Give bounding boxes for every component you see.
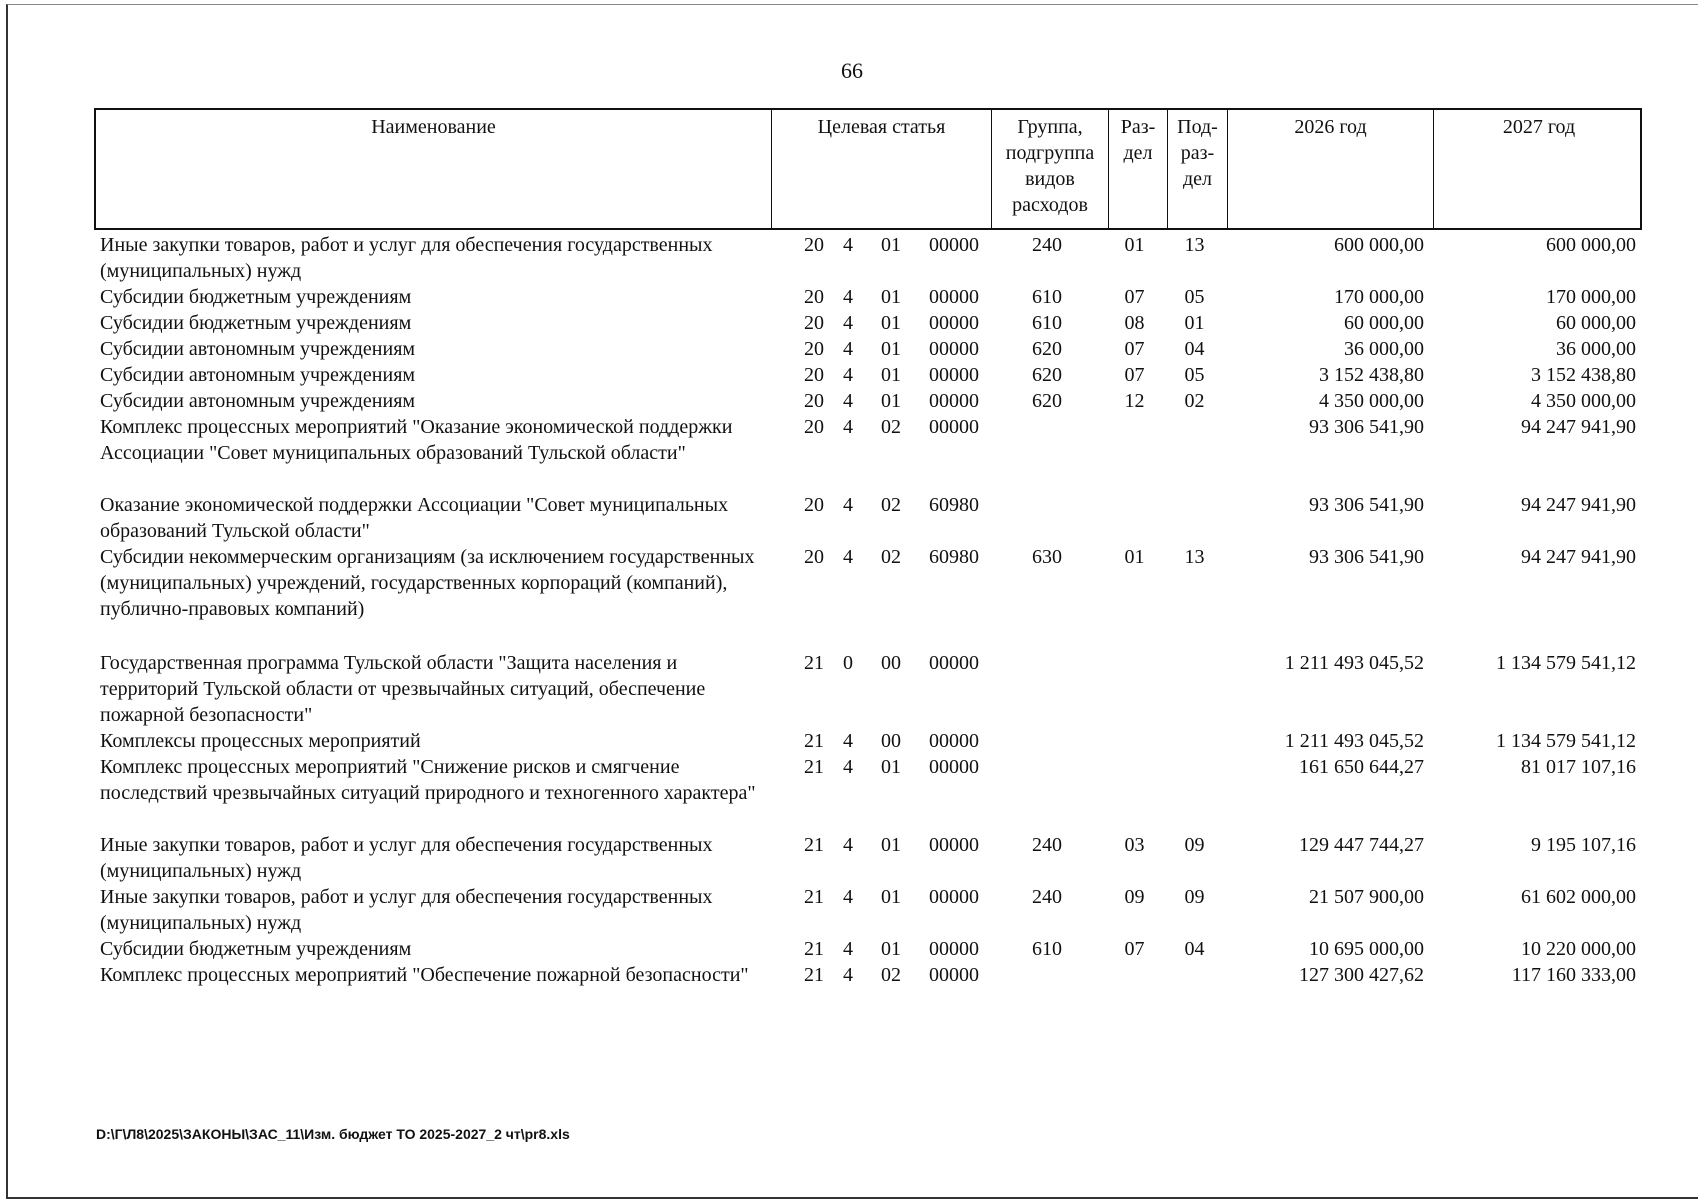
header-name: Наименование <box>96 110 772 228</box>
cell-2027: 10 220 000,00 <box>1521 938 1636 960</box>
cell-article-type: 4 <box>843 364 853 386</box>
cell-name: Комплекс процессных мероприятий "Снижение рисков и смягчение последствий чрезвычайных ситуаций природного и техногенного характера" <box>100 756 756 804</box>
cell-article-program: 21 <box>804 886 824 908</box>
cell-podrazdel: 04 <box>1184 938 1205 960</box>
table-row <box>94 362 1642 388</box>
cell-name: Иные закупки товаров, работ и услуг для обеспечения государственных (муниципальных) нужд <box>100 834 713 882</box>
cell-article-program: 20 <box>804 546 824 568</box>
table-row <box>94 310 1642 336</box>
table-row <box>94 336 1642 362</box>
cell-razdel: 12 <box>1124 390 1145 412</box>
cell-article-complex: 02 <box>881 494 901 516</box>
cell-2026: 93 306 541,90 <box>1309 416 1424 438</box>
cell-2027: 1 134 579 541,12 <box>1496 730 1636 752</box>
cell-group: 610 <box>1032 286 1062 308</box>
cell-2027: 36 000,00 <box>1556 338 1636 360</box>
cell-2026: 1 211 493 045,52 <box>1284 730 1424 752</box>
cell-2027: 1 134 579 541,12 <box>1496 652 1636 674</box>
cell-article-complex: 01 <box>881 312 901 334</box>
cell-2026: 3 152 438,80 <box>1319 364 1424 386</box>
table-body <box>94 232 1642 1014</box>
cell-podrazdel: 09 <box>1184 834 1205 856</box>
cell-2026: 93 306 541,90 <box>1309 546 1424 568</box>
cell-article-complex: 02 <box>881 964 901 986</box>
cell-podrazdel: 13 <box>1184 234 1205 256</box>
cell-2027: 9 195 107,16 <box>1531 834 1636 856</box>
cell-podrazdel: 05 <box>1184 364 1205 386</box>
table-row <box>94 884 1642 936</box>
cell-razdel: 07 <box>1124 364 1145 386</box>
cell-article-program: 21 <box>804 652 824 674</box>
cell-name: Субсидии бюджетным учреждениям <box>100 312 412 334</box>
cell-2027: 81 017 107,16 <box>1521 756 1636 778</box>
cell-name: Субсидии бюджетным учреждениям <box>100 938 412 960</box>
cell-2027: 600 000,00 <box>1546 234 1636 256</box>
cell-article-type: 4 <box>843 834 853 856</box>
cell-article-direction: 00000 <box>929 964 979 986</box>
cell-2027: 94 247 941,90 <box>1521 494 1636 516</box>
cell-article-complex: 02 <box>881 546 901 568</box>
header-2027: 2027 год <box>1502 116 1576 138</box>
cell-name: Субсидии автономным учреждениям <box>100 338 416 360</box>
cell-article-direction: 00000 <box>929 652 979 674</box>
cell-article-type: 4 <box>843 312 853 334</box>
table-row <box>94 832 1642 884</box>
cell-article-type: 4 <box>843 390 853 412</box>
page-number: 66 <box>841 58 863 83</box>
cell-podrazdel: 01 <box>1184 312 1205 334</box>
cell-article-complex: 00 <box>881 730 901 752</box>
cell-razdel: 07 <box>1124 938 1145 960</box>
cell-2026: 10 695 000,00 <box>1309 938 1424 960</box>
cell-2027: 61 602 000,00 <box>1521 886 1636 908</box>
cell-group: 240 <box>1032 234 1062 256</box>
cell-article-complex: 00 <box>881 652 901 674</box>
row-spacer <box>94 622 1642 650</box>
cell-podrazdel: 02 <box>1184 390 1205 412</box>
table-row <box>94 388 1642 414</box>
cell-razdel: 01 <box>1124 234 1145 256</box>
cell-article-complex: 01 <box>881 234 901 256</box>
cell-article-type: 4 <box>843 546 853 568</box>
table-row <box>94 284 1642 310</box>
cell-razdel: 01 <box>1124 546 1145 568</box>
cell-2026: 161 650 644,27 <box>1299 756 1424 778</box>
cell-article-program: 20 <box>804 312 824 334</box>
cell-2027: 60 000,00 <box>1556 312 1636 334</box>
cell-article-complex: 01 <box>881 886 901 908</box>
cell-razdel: 08 <box>1124 312 1145 334</box>
cell-article-complex: 01 <box>881 756 901 778</box>
cell-article-program: 20 <box>804 416 824 438</box>
cell-article-type: 4 <box>843 286 853 308</box>
cell-article-direction: 00000 <box>929 338 979 360</box>
cell-article-direction: 00000 <box>929 834 979 856</box>
cell-article-direction: 00000 <box>929 416 979 438</box>
cell-2027: 4 350 000,00 <box>1531 390 1636 412</box>
cell-group: 620 <box>1032 338 1062 360</box>
cell-article-direction: 60980 <box>929 546 979 568</box>
header-group-text: Группа, подгруппа видов расходов <box>1005 116 1095 216</box>
cell-article-complex: 01 <box>881 338 901 360</box>
cell-article-program: 20 <box>804 338 824 360</box>
cell-article-complex: 02 <box>881 416 901 438</box>
cell-name: Субсидии автономным учреждениям <box>100 390 416 412</box>
table-row <box>94 650 1642 728</box>
cell-name: Субсидии некоммерческим организациям (за исключением государственных (муниципальных) учреждений, государственных корпораций (компаний), публично-правовых компаний) <box>100 546 755 620</box>
cell-razdel: 03 <box>1124 834 1145 856</box>
cell-article-program: 20 <box>804 286 824 308</box>
cell-podrazdel: 13 <box>1184 546 1205 568</box>
cell-group: 630 <box>1032 546 1062 568</box>
cell-article-type: 4 <box>843 964 853 986</box>
cell-name: Субсидии бюджетным учреждениям <box>100 286 412 308</box>
cell-2026: 600 000,00 <box>1334 234 1424 256</box>
cell-article-direction: 00000 <box>929 312 979 334</box>
cell-2027: 117 160 333,00 <box>1511 964 1636 986</box>
cell-article-program: 20 <box>804 390 824 412</box>
cell-2026: 60 000,00 <box>1344 312 1424 334</box>
cell-article-complex: 01 <box>881 364 901 386</box>
cell-article-type: 4 <box>843 886 853 908</box>
cell-article-direction: 60980 <box>929 494 979 516</box>
cell-name: Комплексы процессных мероприятий <box>100 730 421 752</box>
cell-article-type: 4 <box>843 730 853 752</box>
cell-2027: 3 152 438,80 <box>1531 364 1636 386</box>
cell-2027: 94 247 941,90 <box>1521 416 1636 438</box>
table-row <box>94 962 1642 1014</box>
cell-2026: 4 350 000,00 <box>1319 390 1424 412</box>
header-podrazdel <box>1168 110 1228 228</box>
cell-2026: 1 211 493 045,52 <box>1284 652 1424 674</box>
cell-article-type: 4 <box>843 938 853 960</box>
cell-article-direction: 00000 <box>929 886 979 908</box>
header-group <box>992 110 1109 228</box>
cell-name: Государственная программа Тульской области "Защита населения и территорий Тульской области от чрезвычайных ситуаций, обеспечение пожарной безопасности" <box>100 652 706 726</box>
cell-name: Комплекс процессных мероприятий "Обеспечение пожарной безопасности" <box>100 964 749 986</box>
table-row <box>94 936 1642 962</box>
table-header <box>94 108 1642 230</box>
table-row <box>94 544 1642 622</box>
cell-group: 240 <box>1032 834 1062 856</box>
cell-article-type: 0 <box>843 652 853 674</box>
header-target-article: Целевая статья <box>772 110 992 228</box>
cell-article-type: 4 <box>843 416 853 438</box>
table-row <box>94 492 1642 544</box>
cell-article-direction: 00000 <box>929 390 979 412</box>
cell-article-program: 21 <box>804 730 824 752</box>
cell-article-type: 4 <box>843 756 853 778</box>
cell-article-direction: 00000 <box>929 730 979 752</box>
cell-article-direction: 00000 <box>929 234 979 256</box>
cell-2026: 93 306 541,90 <box>1309 494 1424 516</box>
header-podrazdel-text: Под-раз-дел <box>1177 116 1218 190</box>
cell-article-program: 20 <box>804 234 824 256</box>
cell-group: 620 <box>1032 364 1062 386</box>
cell-razdel: 07 <box>1124 286 1145 308</box>
cell-name: Оказание экономической поддержки Ассоциации "Совет муниципальных образований Тульской области" <box>100 494 729 542</box>
cell-name: Субсидии автономным учреждениям <box>100 364 416 386</box>
cell-razdel: 07 <box>1124 338 1145 360</box>
cell-article-type: 4 <box>843 494 853 516</box>
cell-article-complex: 01 <box>881 286 901 308</box>
cell-article-program: 21 <box>804 756 824 778</box>
cell-podrazdel: 09 <box>1184 886 1205 908</box>
cell-2026: 127 300 427,62 <box>1299 964 1424 986</box>
cell-article-complex: 01 <box>881 834 901 856</box>
cell-razdel: 09 <box>1124 886 1145 908</box>
cell-group: 620 <box>1032 390 1062 412</box>
cell-name: Иные закупки товаров, работ и услуг для обеспечения государственных (муниципальных) нужд <box>100 886 713 934</box>
cell-article-complex: 01 <box>881 390 901 412</box>
cell-article-complex: 01 <box>881 938 901 960</box>
cell-article-direction: 00000 <box>929 364 979 386</box>
cell-2027: 170 000,00 <box>1546 286 1636 308</box>
cell-group: 610 <box>1032 938 1062 960</box>
cell-podrazdel: 04 <box>1184 338 1205 360</box>
cell-group: 240 <box>1032 886 1062 908</box>
header-razdel <box>1109 110 1168 228</box>
cell-2026: 36 000,00 <box>1344 338 1424 360</box>
table-row <box>94 232 1642 284</box>
cell-article-program: 20 <box>804 494 824 516</box>
table-row <box>94 414 1642 492</box>
table-row <box>94 728 1642 754</box>
cell-article-direction: 00000 <box>929 756 979 778</box>
cell-podrazdel: 05 <box>1184 286 1205 308</box>
cell-name: Комплекс процессных мероприятий "Оказание экономической поддержки Ассоциации "Совет муниципальных образований Тульской области" <box>100 416 733 464</box>
cell-2026: 21 507 900,00 <box>1309 886 1424 908</box>
cell-article-type: 4 <box>843 234 853 256</box>
cell-article-direction: 00000 <box>929 286 979 308</box>
header-razdel-text: Раз-дел <box>1120 116 1156 164</box>
cell-article-program: 20 <box>804 364 824 386</box>
cell-article-program: 21 <box>804 964 824 986</box>
table-row <box>94 754 1642 832</box>
cell-article-program: 21 <box>804 834 824 856</box>
cell-group: 610 <box>1032 312 1062 334</box>
cell-2026: 170 000,00 <box>1334 286 1424 308</box>
cell-article-type: 4 <box>843 338 853 360</box>
cell-name: Иные закупки товаров, работ и услуг для обеспечения государственных (муниципальных) нужд <box>100 234 713 282</box>
cell-article-direction: 00000 <box>929 938 979 960</box>
header-2026: 2026 год <box>1228 110 1434 228</box>
cell-2026: 129 447 744,27 <box>1299 834 1424 856</box>
cell-2027: 94 247 941,90 <box>1521 546 1636 568</box>
file-path-footer: D:\Г\Л8\2025\ЗАКОНЫ\ЗАС_11\Изм. бюджет ТО 2025-2027_2 чт\pr8.xls <box>96 1126 570 1142</box>
cell-article-program: 21 <box>804 938 824 960</box>
